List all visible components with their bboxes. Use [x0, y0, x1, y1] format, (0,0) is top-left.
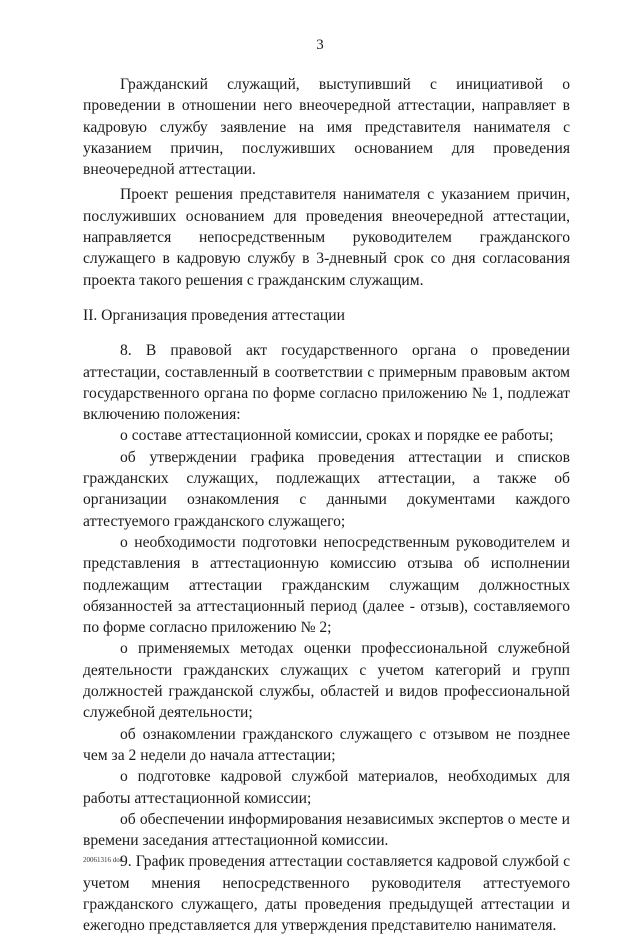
- footer-file-code: 20061316 doc: [83, 856, 123, 864]
- list-item-schedule-approval: об утверждении графика проведения аттестации и списков гражданских служащих, подлежащих аттестации, а также об организации ознакомления с данными документами каждого аттестуемого гражданского служащего;: [83, 448, 570, 530]
- paragraph-decision-project: Проект решения представителя нанимателя с указанием причин, послуживших основанием для проведения внеочередной аттестации, направляется непосредственным руководителем гражданского служащего в кадровую службу в 3-дневный срок со дня согласования проекта такого решения с гражданским служащим.: [83, 186, 570, 289]
- list-item-commission-composition: о составе аттестационной комиссии, сроках и порядке ее работы;: [120, 427, 554, 445]
- list-item-materials-preparation: о подготовке кадровой службой материалов, необходимых для работы аттестационной комиссии;: [83, 768, 570, 807]
- list-item-review-preparation: о необходимости подготовки непосредственным руководителем и представления в аттестационную комиссию отзыва об исполнении подлежащим аттестации гражданским служащим должностных обязанностей за аттестационный период (далее - отзыв), составляемого по форме согласно приложению № 2;: [83, 533, 570, 637]
- document-body: [83, 74, 570, 937]
- page-number: 3: [316, 37, 324, 53]
- paragraph-item-9: 9. График проведения аттестации составляется кадровой службой с учетом мнения непосредственного руководителя аттестуемого гражданского служащего, даты проведения предыдущей аттестации и ежегодно представляется для утверждения представителю нанимателя.: [83, 853, 570, 935]
- list-item-experts-notification: об обеспечении информирования независимых экспертов о месте и времени заседания аттестационной комиссии.: [83, 810, 570, 850]
- paragraph-initiative-application: Гражданский служащий, выступивший с инициативой о проведении в отношении него внеочередной аттестации, направляет в кадровую службу заявление на имя представителя нанимателя с указанием причин, послуживших основанием для проведения внеочередной аттестации.: [83, 76, 570, 179]
- paragraph-item-8: 8. В правовой акт государственного органа о проведении аттестации, составленный в соответствии с примерным правовым актом государственного органа по форме согласно приложению № 1, подлежат включению положения:: [83, 342, 570, 424]
- list-item-review-familiarization: об ознакомлении гражданского служащего с отзывом не позднее чем за 2 недели до начала аттестации;: [83, 725, 570, 764]
- section-heading: II. Организация проведения аттестации: [83, 306, 345, 324]
- list-item-evaluation-methods: о применяемых методах оценки профессиональной служебной деятельности гражданских служащих с учетом категорий и групп должностей гражданской службы, областей и видов профессиональной служебной деятельности;: [83, 640, 570, 722]
